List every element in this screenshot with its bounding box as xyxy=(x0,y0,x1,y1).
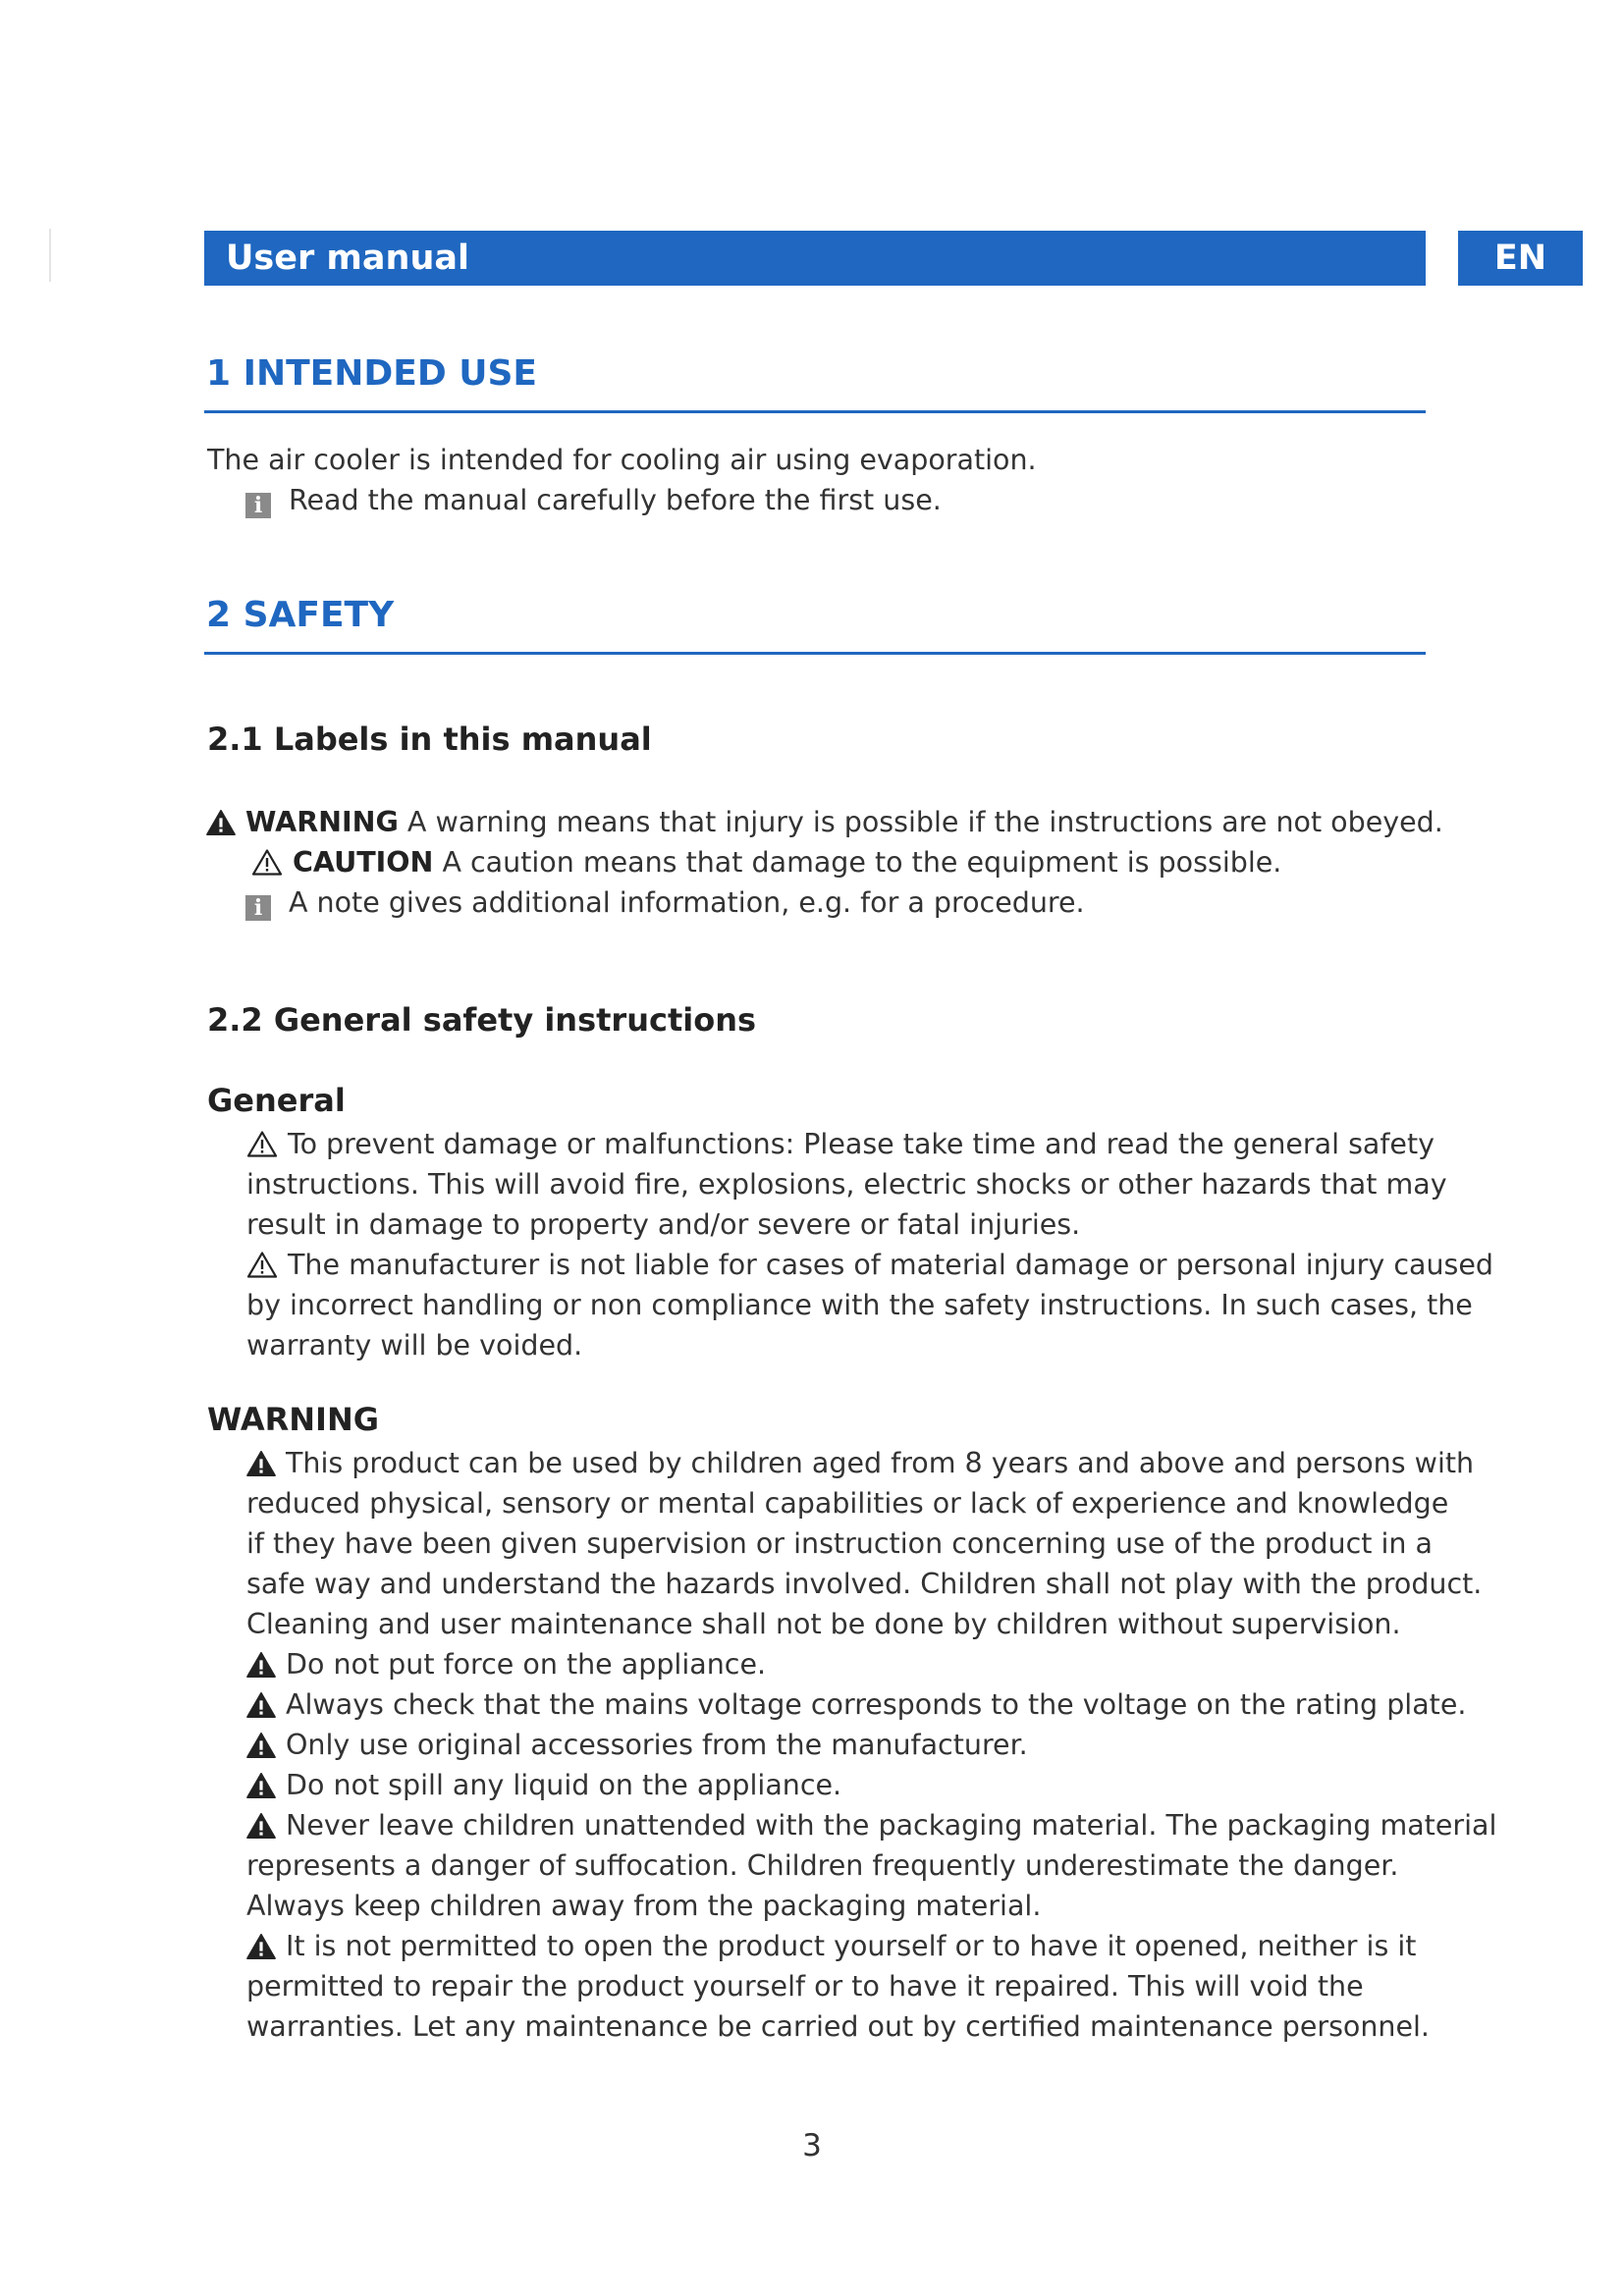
warning-heading: WARNING xyxy=(207,1401,379,1438)
warning-solid-icon xyxy=(246,1652,276,1678)
caution-outline-icon xyxy=(246,1130,278,1157)
warning-solid-icon xyxy=(246,1773,276,1798)
page-edge-mark xyxy=(49,229,51,282)
subsection-heading-labels: 2.1 Labels in this manual xyxy=(207,721,652,758)
header-bar xyxy=(204,231,1426,286)
list-item: Do not put force on the appliance. xyxy=(246,1644,1464,1684)
warning-solid-icon xyxy=(246,1813,276,1839)
warning-solid-icon xyxy=(206,810,236,835)
warning-solid-icon xyxy=(246,1733,276,1758)
intended-use-text: The air cooler is intended for cooling air using evaporation. xyxy=(207,444,1037,476)
list-item: Only use original accessories from the manufacturer. xyxy=(246,1725,1464,1765)
subsection-heading-general-safety: 2.2 General safety instructions xyxy=(207,1001,757,1039)
warning-solid-icon xyxy=(246,1692,276,1718)
list-item: To prevent damage or malfunctions: Please take time and read the general safety instructions. This will avoid fire, explosions, electric shocks or other hazards that may result in damage to property and/or severe or fatal injuries. xyxy=(246,1128,1447,1241)
page-number: 3 xyxy=(802,2128,822,2163)
section-rule xyxy=(204,652,1426,655)
list-item: Do not spill any liquid on the appliance. xyxy=(246,1765,1464,1805)
section-rule xyxy=(204,410,1426,413)
list-item: This product can be used by children aged from 8 years and above and persons with reduced physical, sensory or mental capabilities or lack of experience and knowledge if they have been given supervision or instruction concerning use of the product in a safe way and understand the hazards involved. Children shall not play with the product. Cleaning and user maintenance shall not be done by children without supervision. xyxy=(246,1447,1483,1640)
label-caution: CAUTION A caution means that damage to the equipment is possible. xyxy=(251,842,1281,882)
list-item: It is not permitted to open the product yourself or to have it opened, neither is it permitted to repair the product yourself or to have it repaired. This will void the warranties. Let any maintenance be carried out by certified maintenance personnel. xyxy=(246,1930,1430,2043)
section-heading-intended-use: 1 INTENDED USE xyxy=(206,353,538,394)
list-item: Always check that the mains voltage corresponds to the voltage on the rating plate. xyxy=(246,1684,1464,1725)
header-title: User manual xyxy=(226,239,469,278)
warning-solid-icon xyxy=(246,1934,276,1959)
language-badge: EN xyxy=(1458,231,1583,286)
intended-use-note: i Read the manual carefully before the first use. xyxy=(245,480,942,520)
info-icon: i xyxy=(245,493,271,518)
warning-list xyxy=(246,1443,1497,2047)
list-item: Never leave children unattended with the packaging material. The packaging material represents a danger of suffocation. Children frequently underestimate the danger. Always keep children away from the packaging material. xyxy=(246,1809,1497,1922)
general-list xyxy=(246,1124,1493,1365)
label-warning: WARNING A warning means that injury is possible if the instructions are not obeyed. xyxy=(206,802,1443,842)
warning-solid-icon xyxy=(246,1451,276,1476)
list-item: The manufacturer is not liable for cases of material damage or personal injury caused by incorrect handling or non compliance with the safety instructions. In such cases, the warranty will be voided. xyxy=(246,1249,1493,1362)
section-heading-safety: 2 SAFETY xyxy=(206,595,395,635)
caution-outline-icon xyxy=(246,1251,278,1278)
caution-outline-icon xyxy=(251,848,283,876)
label-note: i A note gives additional information, e.g. for a procedure. xyxy=(245,882,1085,923)
info-icon: i xyxy=(245,895,271,921)
general-heading: General xyxy=(207,1082,346,1119)
